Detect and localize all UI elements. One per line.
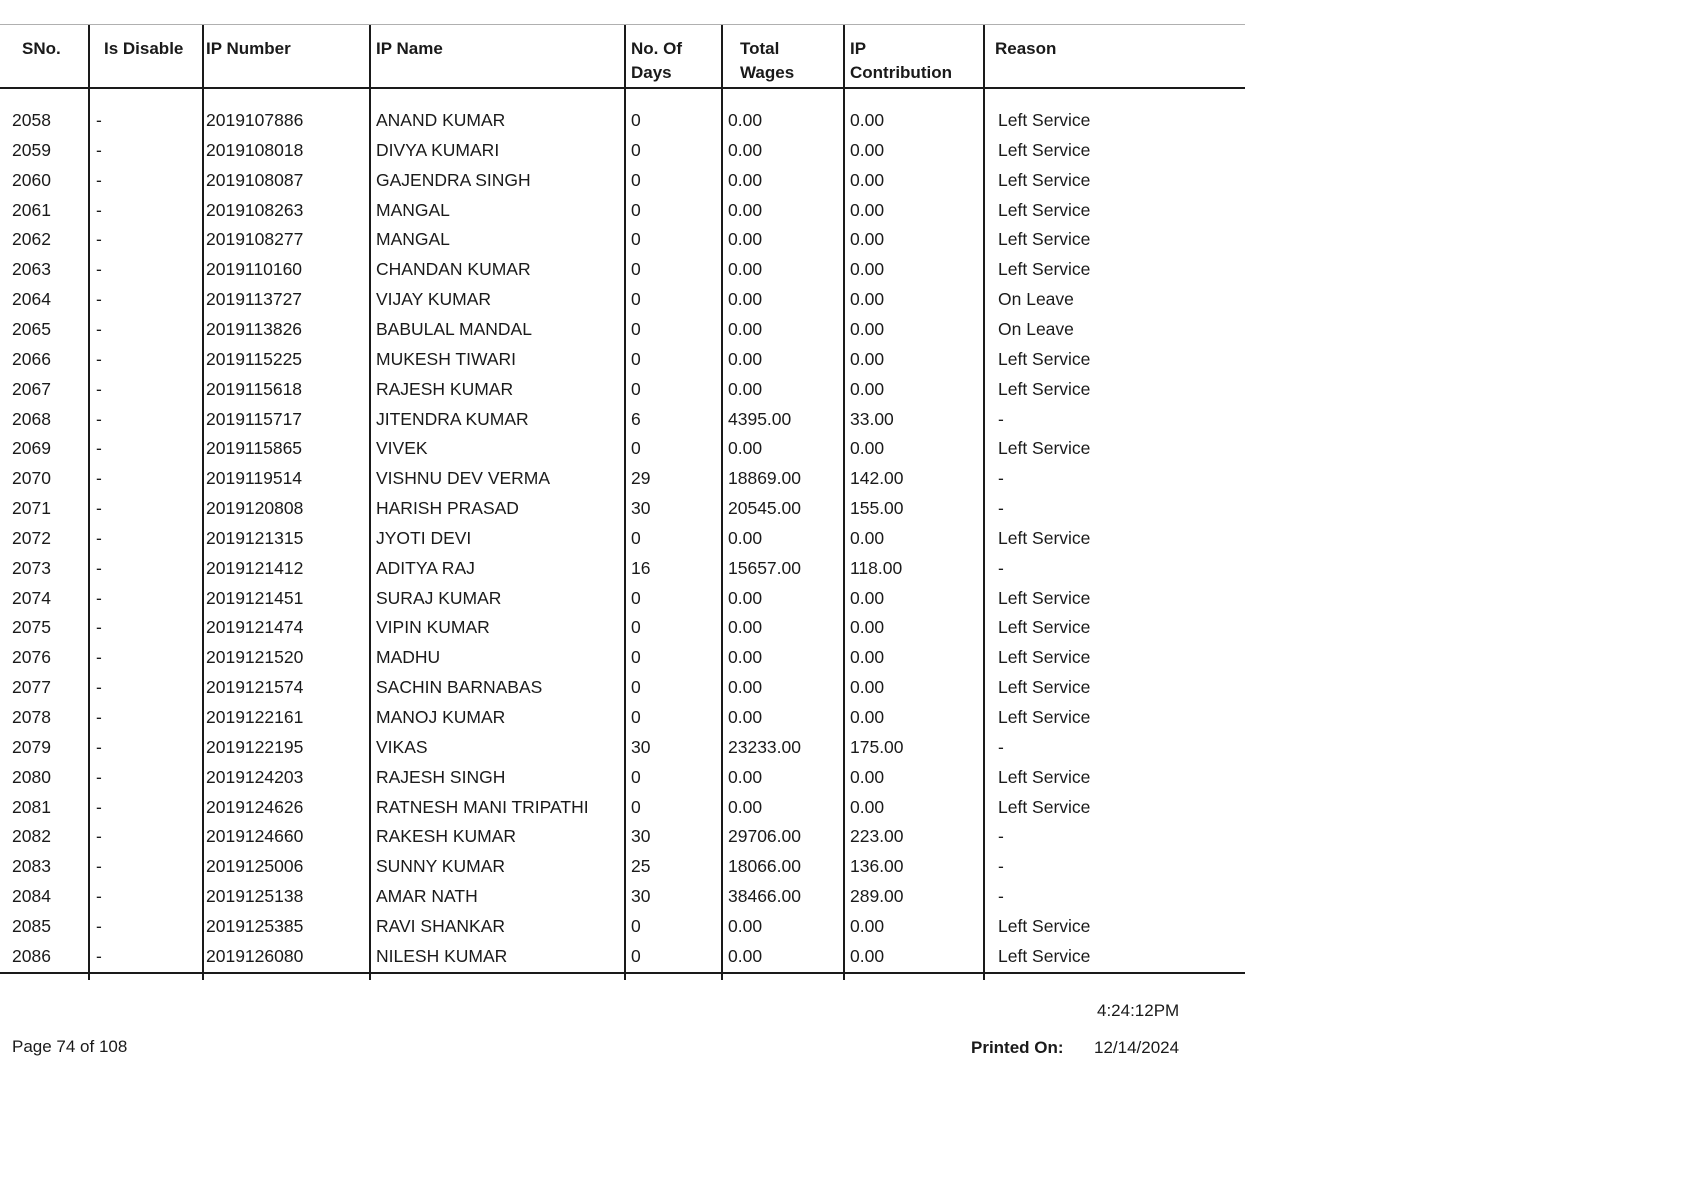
cell-ip-number: 2019113826 [206,318,303,339]
cell-is-disable: - [96,796,102,817]
cell-ip-number: 2019115717 [206,408,303,429]
cell-contribution: 142.00 [850,468,904,489]
cell-sno: 2069 [12,438,51,459]
column-header-label: IP Name [376,39,443,58]
table-body [0,89,1245,974]
column-header-label: Is Disable [104,39,184,58]
cell-ip-name: DIVYA KUMARI [376,139,500,160]
cell-is-disable: - [96,229,102,250]
cell-ip-number: 2019108087 [206,169,304,190]
cell-days: 0 [631,169,641,190]
cell-ip-number: 2019122161 [206,707,304,727]
cell-wages: 0.00 [728,229,763,250]
cell-days: 0 [631,915,641,936]
cell-ip-number: 2019121451 [206,587,304,608]
cell-ip-name: VIVEK [376,438,428,459]
column-header-label: Total [740,39,780,58]
cell-is-disable: - [96,139,102,160]
table-row [0,941,1245,971]
cell-ip-number: 2019108263 [206,199,304,220]
cell-reason: Left Service [998,259,1091,280]
table-row [0,523,1245,553]
cell-is-disable: - [96,289,102,310]
cell-reason: Left Service [998,587,1091,608]
cell-ip-name: MADHU [376,647,441,668]
cell-wages: 0.00 [728,139,763,160]
cell-ip-number: 2019124203 [206,766,304,787]
header-column-divider [624,25,626,87]
cell-days: 0 [631,796,641,817]
cell-is-disable: - [96,408,102,429]
cell-ip-name: HARISH PRASAD [376,498,519,519]
cell-wages: 38466.00 [728,886,801,907]
cell-is-disable: - [96,110,102,130]
cell-ip-name: MANGAL [376,229,450,250]
cell-wages: 18869.00 [728,468,801,489]
cell-sno: 2084 [12,886,51,907]
table-row [0,612,1245,642]
cell-sno: 2075 [12,617,51,638]
cell-contribution: 0.00 [850,199,885,220]
cell-ip-number: 2019120808 [206,498,304,519]
header-column-divider [721,25,723,87]
table-row [0,165,1245,195]
table-row [0,851,1245,881]
cell-ip-number: 2019108018 [206,139,304,160]
cell-days: 0 [631,438,641,459]
cell-is-disable: - [96,617,102,638]
cell-reason: Left Service [998,617,1091,638]
table-row [0,553,1245,583]
cell-contribution: 0.00 [850,348,885,369]
cell-days: 0 [631,259,641,280]
cell-days: 30 [631,498,651,519]
cell-sno: 2082 [12,826,51,847]
cell-contribution: 0.00 [850,139,885,160]
cell-sno: 2077 [12,677,51,698]
cell-days: 0 [631,348,641,369]
column-header-contribution [850,25,952,87]
cell-wages: 0.00 [728,318,763,339]
cell-contribution: 0.00 [850,169,885,190]
cell-is-disable: - [96,527,102,548]
cell-reason: Left Service [998,229,1091,250]
cell-sno: 2067 [12,378,51,399]
cell-ip-name: ANAND KUMAR [376,110,506,130]
cell-sno: 2081 [12,796,51,817]
cell-is-disable: - [96,886,102,907]
cell-sno: 2060 [12,169,51,190]
header-column-divider [983,25,985,87]
cell-is-disable: - [96,259,102,280]
cell-contribution: 0.00 [850,229,885,250]
cell-reason: Left Service [998,139,1091,160]
cell-days: 16 [631,557,651,578]
cell-wages: 20545.00 [728,498,801,519]
cell-sno: 2068 [12,408,51,429]
cell-ip-number: 2019121315 [206,527,304,548]
cell-sno: 2063 [12,259,51,280]
table-row [0,195,1245,225]
cell-ip-number: 2019115225 [206,348,303,369]
cell-wages: 0.00 [728,587,763,608]
cell-sno: 2066 [12,348,51,369]
cell-reason: Left Service [998,438,1091,459]
cell-reason: Left Service [998,348,1091,369]
cell-wages: 0.00 [728,527,763,548]
cell-reason: On Leave [998,289,1074,310]
cell-sno: 2071 [12,498,51,519]
cell-days: 0 [631,318,641,339]
column-header-label-line2: Contribution [850,63,952,82]
cell-days: 0 [631,527,641,548]
table-row [0,105,1245,135]
cell-wages: 0.00 [728,438,763,459]
cell-contribution: 0.00 [850,796,885,817]
cell-ip-number: 2019121474 [206,617,304,638]
cell-sno: 2058 [12,110,51,130]
cell-is-disable: - [96,557,102,578]
cell-contribution: 0.00 [850,289,885,310]
cell-days: 0 [631,139,641,160]
cell-contribution: 0.00 [850,587,885,608]
cell-wages: 29706.00 [728,826,801,847]
cell-days: 25 [631,856,651,877]
cell-reason: On Leave [998,318,1074,339]
cell-contribution: 0.00 [850,527,885,548]
cell-days: 0 [631,677,641,698]
cell-days: 0 [631,766,641,787]
cell-sno: 2074 [12,587,51,608]
cell-sno: 2064 [12,289,51,310]
cell-wages: 0.00 [728,915,763,936]
column-header-is-disable [104,25,183,87]
cell-ip-number: 2019122195 [206,736,304,757]
cell-ip-name: VIKAS [376,736,428,757]
cell-is-disable: - [96,587,102,608]
cell-contribution: 0.00 [850,110,885,130]
cell-ip-name: VIPIN KUMAR [376,617,490,638]
column-header-label-line2: Wages [740,63,795,82]
table-row [0,254,1245,284]
cell-is-disable: - [96,707,102,727]
cell-wages: 4395.00 [728,408,792,429]
cell-wages: 0.00 [728,945,763,966]
cell-reason: - [998,498,1004,519]
cell-is-disable: - [96,945,102,966]
cell-ip-number: 2019108277 [206,229,304,250]
header-column-divider [202,25,204,87]
cell-contribution: 0.00 [850,945,885,966]
cell-ip-name: RATNESH MANI TRIPATHI [376,796,589,817]
column-header-reason [995,25,1056,87]
cell-ip-name: JYOTI DEVI [376,527,472,548]
cell-is-disable: - [96,677,102,698]
column-header-label: SNo. [22,39,61,58]
column-header-label-line2: Days [631,63,672,82]
cell-days: 0 [631,587,641,608]
table-row [0,732,1245,762]
cell-is-disable: - [96,736,102,757]
cell-is-disable: - [96,766,102,787]
cell-sno: 2065 [12,318,51,339]
cell-is-disable: - [96,826,102,847]
table-row [0,493,1245,523]
table-row [0,881,1245,911]
cell-wages: 0.00 [728,647,763,668]
cell-contribution: 0.00 [850,378,885,399]
cell-days: 0 [631,199,641,220]
cell-contribution: 175.00 [850,736,904,757]
cell-reason: - [998,826,1004,847]
cell-days: 0 [631,289,641,310]
cell-wages: 0.00 [728,766,763,787]
cell-days: 0 [631,110,641,130]
cell-ip-number: 2019115618 [206,378,303,399]
cell-contribution: 0.00 [850,438,885,459]
cell-sno: 2085 [12,915,51,936]
cell-wages: 15657.00 [728,557,801,578]
cell-is-disable: - [96,438,102,459]
cell-ip-name: RAKESH KUMAR [376,826,517,847]
cell-is-disable: - [96,498,102,519]
cell-is-disable: - [96,348,102,369]
cell-days: 6 [631,408,641,429]
cell-reason: Left Service [998,945,1091,966]
cell-contribution: 223.00 [850,826,904,847]
table-header [0,24,1245,89]
cell-reason: Left Service [998,169,1091,190]
cell-is-disable: - [96,856,102,877]
cell-is-disable: - [96,915,102,936]
cell-wages: 0.00 [728,378,763,399]
cell-days: 0 [631,378,641,399]
table-row [0,224,1245,254]
cell-ip-name: RAJESH SINGH [376,766,506,787]
cell-wages: 0.00 [728,169,763,190]
cell-days: 30 [631,736,651,757]
table-row [0,135,1245,165]
cell-is-disable: - [96,378,102,399]
cell-reason: - [998,736,1004,757]
table-row [0,792,1245,822]
cell-wages: 0.00 [728,348,763,369]
cell-days: 0 [631,617,641,638]
cell-ip-name: ADITYA RAJ [376,557,475,578]
cell-reason: Left Service [998,915,1091,936]
table-row [0,821,1245,851]
cell-wages: 0.00 [728,110,763,130]
cell-sno: 2061 [12,199,51,220]
cell-ip-name: CHANDAN KUMAR [376,259,531,280]
cell-is-disable: - [96,318,102,339]
cell-contribution: 118.00 [850,557,903,578]
printed-on-date: 12/14/2024 [1094,1038,1180,1057]
cell-ip-number: 2019124626 [206,796,304,817]
table-row [0,404,1245,434]
cell-reason: Left Service [998,707,1091,727]
cell-sno: 2072 [12,527,51,548]
cell-contribution: 155.00 [850,498,904,519]
cell-contribution: 136.00 [850,856,904,877]
cell-sno: 2079 [12,736,51,757]
cell-ip-name: NILESH KUMAR [376,945,508,966]
cell-wages: 0.00 [728,707,763,727]
cell-sno: 2073 [12,557,51,578]
cell-ip-number: 2019121412 [206,557,304,578]
cell-reason: Left Service [998,110,1091,130]
cell-sno: 2086 [12,945,51,966]
cell-ip-name: VISHNU DEV VERMA [376,468,551,489]
cell-ip-name: JITENDRA KUMAR [376,408,529,429]
cell-ip-name: SURAJ KUMAR [376,587,502,608]
cell-contribution: 0.00 [850,677,885,698]
cell-days: 0 [631,707,641,727]
cell-days: 0 [631,229,641,250]
printed-on-label: Printed On: [971,1038,1064,1057]
cell-ip-number: 2019115865 [206,438,303,459]
cell-contribution: 289.00 [850,886,904,907]
cell-contribution: 33.00 [850,408,894,429]
cell-ip-name: BABULAL MANDAL [376,318,532,339]
cell-ip-number: 2019125138 [206,886,304,907]
cell-contribution: 0.00 [850,259,885,280]
header-column-divider [369,25,371,87]
cell-contribution: 0.00 [850,707,885,727]
cell-ip-number: 2019119514 [206,468,303,489]
cell-wages: 0.00 [728,796,763,817]
cell-ip-name: RAJESH KUMAR [376,378,514,399]
cell-is-disable: - [96,647,102,668]
column-header-ip-name [376,25,443,87]
table-row [0,433,1245,463]
column-header-ip-number [206,25,291,87]
cell-contribution: 0.00 [850,915,885,936]
cell-ip-name: AMAR NATH [376,886,478,907]
cell-reason: Left Service [998,766,1091,787]
cell-is-disable: - [96,468,102,489]
cell-ip-number: 2019126080 [206,945,304,966]
cell-ip-number: 2019124660 [206,826,304,847]
table-row [0,463,1245,493]
cell-ip-number: 2019113727 [206,289,303,310]
cell-wages: 0.00 [728,289,763,310]
cell-ip-number: 2019110160 [206,259,303,280]
contribution-report [0,24,1245,974]
header-column-divider [88,25,90,87]
cell-wages: 0.00 [728,199,763,220]
cell-ip-name: RAVI SHANKAR [376,915,506,936]
cell-ip-number: 2019121574 [206,677,304,698]
cell-ip-name: SACHIN BARNABAS [376,677,543,698]
cell-ip-number: 2019121520 [206,647,304,668]
cell-days: 30 [631,826,651,847]
cell-ip-name: VIJAY KUMAR [376,289,492,310]
cell-ip-name: MANGAL [376,199,450,220]
column-header-label: No. Of [631,39,682,58]
table-row [0,344,1245,374]
cell-ip-number: 2019125006 [206,856,304,877]
column-header-wages [740,25,794,87]
cell-wages: 0.00 [728,617,763,638]
cell-contribution: 0.00 [850,647,885,668]
cell-ip-name: GAJENDRA SINGH [376,169,531,190]
cell-ip-number: 2019107886 [206,110,304,130]
column-header-sno [22,25,61,87]
cell-wages: 0.00 [728,677,763,698]
cell-wages: 23233.00 [728,736,801,757]
cell-reason: Left Service [998,378,1091,399]
table-row [0,911,1245,941]
cell-ip-name: MUKESH TIWARI [376,348,517,369]
cell-sno: 2062 [12,229,51,250]
cell-reason: - [998,557,1004,578]
cell-sno: 2076 [12,647,51,668]
column-header-days [631,25,682,87]
cell-reason: Left Service [998,199,1091,220]
cell-ip-name: MANOJ KUMAR [376,707,506,727]
cell-ip-name: SUNNY KUMAR [376,856,506,877]
cell-reason: - [998,886,1004,907]
header-column-divider [843,25,845,87]
cell-sno: 2080 [12,766,51,787]
cell-reason: Left Service [998,647,1091,668]
cell-sno: 2083 [12,856,51,877]
cell-reason: Left Service [998,527,1091,548]
table-row [0,314,1245,344]
cell-reason: Left Service [998,796,1091,817]
table-row [0,642,1245,672]
cell-sno: 2078 [12,707,51,727]
cell-days: 30 [631,886,651,907]
cell-wages: 18066.00 [728,856,801,877]
table-row [0,284,1245,314]
cell-is-disable: - [96,169,102,190]
column-header-label: Reason [995,39,1057,58]
cell-days: 0 [631,945,641,966]
cell-reason: - [998,408,1004,429]
cell-is-disable: - [96,199,102,220]
column-header-label: IP Number [206,39,291,58]
cell-days: 29 [631,468,651,489]
cell-wages: 0.00 [728,259,763,280]
cell-contribution: 0.00 [850,766,885,787]
cell-sno: 2059 [12,139,51,160]
table-row [0,583,1245,613]
table-row [0,672,1245,702]
page-number: Page 74 of 108 [12,1037,128,1056]
cell-reason: - [998,468,1004,489]
cell-contribution: 0.00 [850,318,885,339]
cell-ip-number: 2019125385 [206,915,304,936]
printed-time: 4:24:12PM [1097,1001,1180,1020]
cell-reason: - [998,856,1004,877]
cell-reason: Left Service [998,677,1091,698]
cell-days: 0 [631,647,641,668]
table-row [0,374,1245,404]
table-row [0,762,1245,792]
cell-contribution: 0.00 [850,617,885,638]
table-row [0,702,1245,732]
cell-sno: 2070 [12,468,51,489]
column-header-label: IP [850,39,867,58]
